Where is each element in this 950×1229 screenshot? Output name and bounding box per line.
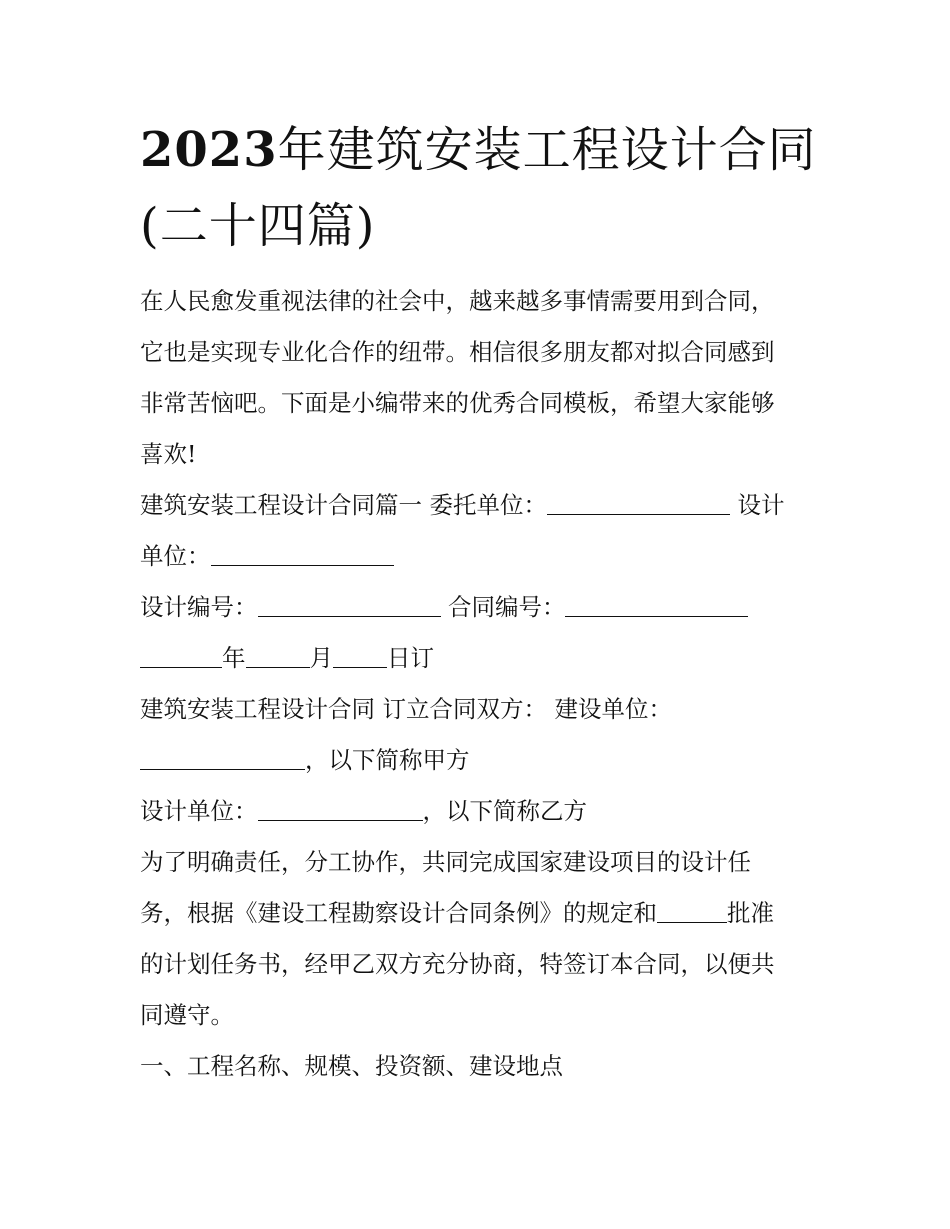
- contract-heading-design: 设计: [737, 491, 785, 519]
- title-line-1: [140, 112, 830, 188]
- document-title: [140, 112, 830, 264]
- client-unit-blank[interactable]: [547, 486, 730, 515]
- date-month-label: 月: [309, 644, 333, 672]
- date-year-blank[interactable]: [140, 639, 222, 668]
- party-a-suffix: ，以下简称甲方: [305, 746, 470, 774]
- date-day-label: 日订: [387, 644, 434, 672]
- design-no-label: 设计编号：: [140, 593, 258, 621]
- intro-line-1: 在人民愈发重视法律的社会中，越来越多事情需要用到合同，: [140, 287, 775, 315]
- purpose-line-2: [140, 888, 820, 939]
- title-year: 2023: [140, 122, 278, 178]
- design-no-blank[interactable]: [258, 588, 441, 617]
- contract-heading-text: 建筑安装工程设计合同篇一 委托单位：: [140, 491, 547, 519]
- intro-line-3: 非常苦恼吧。下面是小编带来的优秀合同模板，希望大家能够: [140, 389, 775, 417]
- section-1-heading: 一、工程名称、规模、投资额、建设地点: [140, 1052, 563, 1080]
- design-unit-line: [140, 531, 820, 582]
- party-b-blank[interactable]: [258, 792, 423, 821]
- document-body: [140, 276, 820, 1092]
- purpose-line-2-text: 务，根据《建设工程勘察设计合同条例》的规定和: [140, 899, 657, 927]
- purpose-line-4: 同遵守。: [140, 1001, 234, 1029]
- intro-line-4: 喜欢!: [140, 440, 197, 468]
- party-b-suffix: ，以下简称乙方: [422, 797, 587, 825]
- party-b-line: [140, 786, 820, 837]
- date-line: [140, 633, 820, 684]
- purpose-line-1: 为了明确责任，分工协作，共同完成国家建设项目的设计任: [140, 848, 751, 876]
- intro-line-2: 它也是实现专业化合作的纽带。相信很多朋友都对拟合同感到: [140, 338, 775, 366]
- design-unit-blank[interactable]: [211, 537, 394, 566]
- purpose-line-3: 的计划任务书，经甲乙双方充分协商，特签订本合同，以便共: [140, 950, 775, 978]
- purpose-line-2-end: 批准: [727, 899, 774, 927]
- contract-no-label: 合同编号：: [447, 593, 566, 621]
- parties-line: 建筑安装工程设计合同 订立合同双方： 建设单位：: [140, 695, 672, 723]
- contract-no-blank[interactable]: [565, 588, 748, 617]
- party-b-label: 设计单位：: [140, 797, 258, 825]
- design-unit-label: 单位：: [140, 542, 211, 570]
- title-main: 年建筑安装工程设计合同: [277, 122, 817, 178]
- party-a-blank[interactable]: [140, 741, 305, 770]
- numbers-line: [140, 582, 820, 633]
- title-line-2: (二十四篇): [140, 198, 376, 254]
- date-month-blank[interactable]: [246, 639, 310, 668]
- date-day-blank[interactable]: [333, 639, 387, 668]
- party-a-line: [140, 735, 820, 786]
- contract-heading-line: [140, 480, 820, 531]
- date-year-label: 年: [222, 644, 246, 672]
- approver-blank[interactable]: [657, 894, 727, 923]
